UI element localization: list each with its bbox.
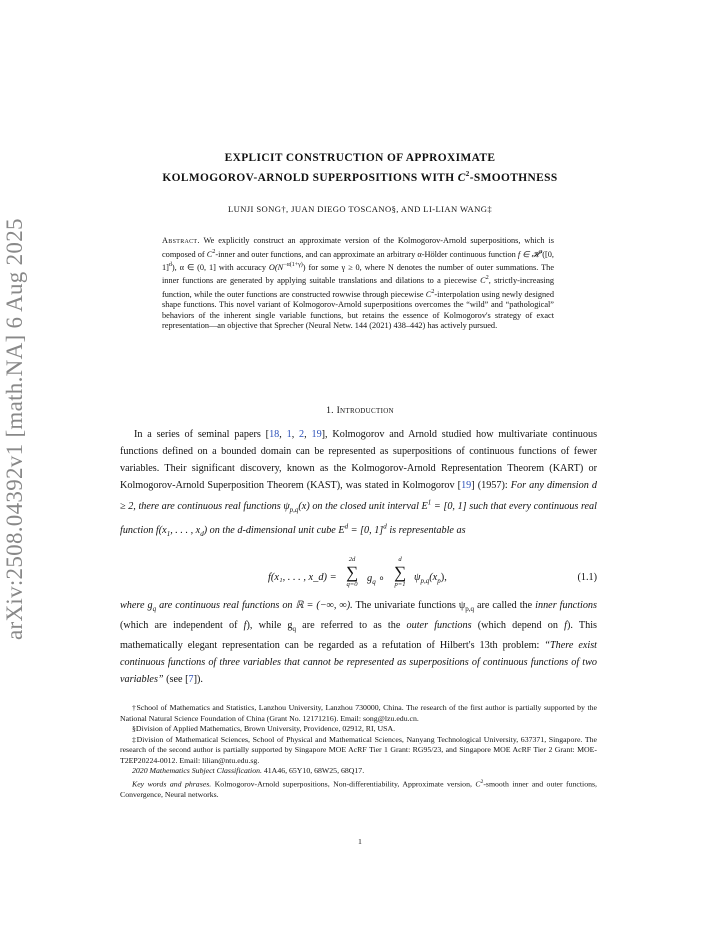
equation-1-1 <box>120 556 597 600</box>
citation-link[interactable]: 1 <box>286 429 292 440</box>
footnote-keywords: Key words and phrases. Kolmogorov-Arnold superpositions, Non-differentiability, Approximate version, $C^2$-smooth inner and outer functions, Convergence, Neural networks. <box>120 778 597 799</box>
footnote-wang: ‡Division of Mathematical Sciences, School of Physical and Mathematical Sciences, Nanyang Technological University, 637371, Singapore. The research of the second author is partially supported by Singapore MOE AcRF Tier 1 Grant: RG95/23, and Singapore MOE AcRF Tier 2 Grant: MOE-T2EP20224-0012. Email: lilian@ntu.edu.sg. <box>120 734 597 765</box>
equation-inner-function: $\psi_{p,q}(x_p)$, <box>414 572 447 586</box>
arxiv-identifier: arXiv:2508.04392v1 [math.NA] 6 Aug 2025 <box>2 218 27 640</box>
sum-symbol-outer: 2d ∑ q=0 <box>345 556 359 588</box>
footnote-toscano: §Division of Applied Mathematics, Brown University, Providence, 02912, RI, USA. <box>132 724 396 733</box>
abstract-label: Abstract. <box>162 236 200 245</box>
citation-link[interactable]: 18 <box>269 429 280 440</box>
citation-link[interactable]: 19 <box>311 429 322 440</box>
page-number: 1 <box>358 837 362 846</box>
footnote-song: †School of Mathematics and Statistics, Lanzhou University, Lanzhou 730000, China. The research of the first author is partially supported by the National Natural Science Foundation of China (Grant No. 12171216). Email: song@lzu.edu.cn. <box>120 703 597 723</box>
footnotes <box>120 703 597 800</box>
equation-body <box>268 556 468 600</box>
sum-symbol-inner: d ∑ p=1 <box>393 556 407 588</box>
equation-number: (1.1) <box>577 572 597 583</box>
title-line-1: EXPLICIT CONSTRUCTION OF APPROXIMATE <box>224 152 496 164</box>
section-heading-introduction: 1. Introduction <box>326 405 394 416</box>
paper-title <box>120 150 600 186</box>
theorem-statement: For any dimension d ≥ 2, there are continuous real functions $\psi_{p,q}(x)$ on the closed unit interval $E^1 = [0$, 1] such that every continuous real function $f(x_1$, . . . , $x_d$) on the d-dimensional unit cube $E^d = [0$, 1]$^d$ is representable as <box>120 479 597 539</box>
paragraph-introduction-2: where $g_q$ are continuous real functions on ℝ = (−∞, ∞). The univariate functions $\psi_{p,q}$ are called the inner functions (which are independent of f), while $g_q$ are referred to as the outer functions (which depend on f). This mathematically elegant representation can be regarded as a refutation of Hilbert's 13th problem: “There exist continuous functions of three variables that cannot be represented as superpositions of continuous functions of two variables” (see [7]). <box>120 600 598 685</box>
footnote-msc: 2020 Mathematics Subject Classification. 41A46, 65Y10, 68W25, 68Q17. <box>132 766 365 775</box>
equation-outer-function: $g_q$ ∘ <box>367 573 385 587</box>
equation-lhs: f(x₁, . . . , x_d) = <box>268 572 337 583</box>
paragraph-introduction-1: In a series of seminal papers [18, 1, 2, 19], Kolmogorov and Arnold studied how multivariate continuous functions defined on a bounded domain can be represented as superpositions of continuous functions of fewer variables. Their significant discovery, known as the Kolmogorov-Arnold Representation Theorem (KART) or Kolmogorov-Arnold Superposition Theorem (KAST), was stated in Kolmogorov [19] (1957): For any dimension d ≥ 2, there are continuous real functions $\psi_{p,q}(x)$ on the closed unit interval $E^1 = [0$, 1] such that every continuous real function $f(x_1$, . . . , $x_d$) on the d-dimensional unit cube $E^d = [0$, 1]$^d$ is representable as <box>120 429 598 539</box>
title-line-2: KOLMOGOROV-ARNOLD SUPERPOSITIONS WITH $C^2$-SMOOTHNESS <box>162 170 558 184</box>
abstract: Abstract. We explicitly construct an approximate version of the Kolmogorov-Arnold superpositions, which is composed of $C^2$-inner and outer functions, and can approximate an arbitrary α-Hölder continuous function f ∈ 𝓗$^\alpha$([0, 1]$^d$), α ∈ (0, 1] with accuracy $O(N^{-\alpha(1+\gamma)})$ for some γ ≥ 0, where N denotes the number of outer summations. The inner functions are generated by applying suitable translations and dilations to a piecewise $C^2$, strictly-increasing function, while the outer functions are constructed rowwise through piecewise $C^2$-interpolation using newly designed shape functions. This novel variant of Kolmogorov-Arnold superpositions overcomes the “wild” and “pathological” behaviors of the inherent single variable functions, but retains the essence of Kolmogorov's strategy of exact representation—an objective that Sprecher (Neural Netw. 144 (2021) 438–442) has actively pursued. <box>162 236 555 331</box>
citation-link[interactable]: 7 <box>188 673 194 685</box>
hilbert-quote: “There exist continuous functions of three variables that cannot be represented as superpositions of continuous functions of two variables” <box>120 639 597 685</box>
citation-link[interactable]: 19 <box>461 479 472 491</box>
citation-link[interactable]: 2 <box>299 429 305 440</box>
author-list: LUNJI SONG†, JUAN DIEGO TOSCANO§, AND LI-LIAN WANG‡ <box>227 204 493 214</box>
